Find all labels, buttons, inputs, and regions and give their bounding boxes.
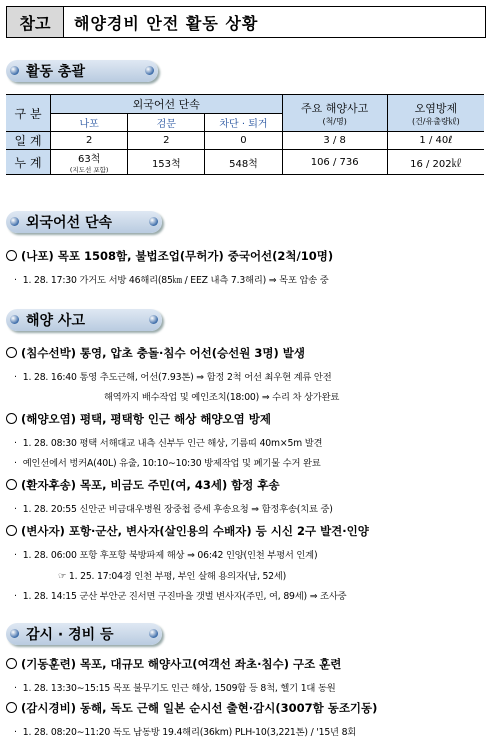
item-line (104, 389, 339, 403)
item-text: 1. 28. 08:20∼11:20 독도 남동방 19.4해리(36km) PLH-10(3,221톤) / '15년 8회 (22, 727, 357, 738)
circle-bullet-icon (6, 250, 17, 261)
table-cell: 2 (51, 132, 128, 150)
section-patrol (6, 623, 162, 645)
table-cell (51, 150, 128, 175)
item-title: (해양오염) 평택, 평택항 인근 해상 해양오염 방제 (21, 412, 271, 426)
item-text: 1. 28. 17:30 가거도 서방 46해리(85㎞ / EEZ 내측 7.3해리) ⇒ 목포 압송 중 (22, 275, 329, 286)
item-text: 1. 28. 13:30∼15:15 목포 불무기도 인근 해상, 1509함 등 8척, 헬기 1대 동원 (22, 683, 336, 694)
group-pollution-unit: (건/유출량㎘) (411, 116, 460, 126)
bullet-ball-icon (10, 217, 19, 226)
section-accident (6, 309, 162, 331)
circle-bullet-icon (6, 413, 17, 424)
item-text: 1. 28. 06:00 포항 후포항 북방파제 해상 ⇒ 06:42 인양(인천 부평서 인계) (22, 550, 318, 561)
row-label: 일 계 (6, 132, 51, 150)
dot-icon: · (14, 591, 17, 602)
item-line (14, 272, 329, 286)
item-heading (6, 411, 271, 427)
item-title: (변사자) 포항·군산, 변사자(살인용의 수배자) 등 시신 2구 발견·인양 (21, 524, 369, 538)
cell-value: 63척 (77, 154, 101, 165)
section-foreign (6, 211, 162, 233)
bullet-ball-icon (145, 66, 154, 75)
item-line (14, 455, 321, 469)
section-summary (6, 60, 158, 82)
item-heading (6, 700, 377, 716)
item-text: ☞ 1. 25. 17:04경 인천 부평, 부인 살해 용의자(남, 52세) (58, 571, 287, 582)
section-summary-label: 활동 총괄 (26, 64, 85, 80)
table-cell: 548척 (205, 150, 282, 175)
item-heading (6, 523, 369, 539)
item-heading (6, 656, 341, 672)
dot-icon: · (14, 438, 17, 449)
item-text: 해역까지 배수작업 및 예인조치(18:00) ⇒ 수리 차 상가완료 (104, 392, 340, 403)
dot-icon: · (14, 683, 17, 694)
dot-icon: · (14, 372, 17, 383)
dot-icon: · (14, 504, 17, 515)
page-title: 해양경비 안전 활동 상황 (74, 13, 259, 33)
circle-bullet-icon (6, 658, 17, 669)
item-title: (기동훈련) 목포, 대규모 해양사고(여객선 좌초·침수) 구조 훈련 (21, 657, 342, 671)
sub-header: 나포 (51, 114, 128, 132)
bullet-ball-icon (10, 629, 19, 638)
item-title: (나포) 목포 1508함, 불법조업(무허가) 중국어선(2척/10명) (21, 249, 334, 263)
table-cell: 153척 (128, 150, 205, 175)
group-accident (282, 95, 387, 132)
sub-header: 차단 · 퇴거 (205, 114, 282, 132)
section-accident-label: 해양 사고 (26, 313, 85, 329)
table-cell: 1 / 40ℓ (387, 132, 484, 150)
table-cell: 2 (128, 132, 205, 150)
item-heading (6, 477, 280, 493)
group-foreign: 외국어선 단속 (51, 95, 282, 114)
item-line (14, 724, 356, 738)
circle-bullet-icon (6, 702, 17, 713)
item-title: (환자후송) 목포, 비금도 주민(여, 43세) 함정 후송 (21, 478, 280, 492)
item-line (58, 568, 286, 582)
table-cell: 0 (205, 132, 282, 150)
dot-icon: · (14, 550, 17, 561)
item-title: (감시경비) 동해, 독도 근해 일본 순시선 출현·감시(3007함 동조기동) (21, 701, 378, 715)
item-line (14, 501, 333, 515)
group-accident-unit: (척/명) (322, 116, 347, 126)
group-pollution-label: 오염방제 (414, 101, 458, 115)
cell-note: (지도선 포함) (69, 166, 109, 174)
item-heading (6, 248, 333, 264)
dot-icon: · (14, 275, 17, 286)
item-text: 예인선에서 벙커A(40L) 유출, 10:10∼10:30 방제작업 및 폐기물 수거 완료 (22, 458, 321, 469)
bullet-ball-icon (149, 217, 158, 226)
bullet-ball-icon (10, 66, 19, 75)
table-cell: 3 / 8 (282, 132, 387, 150)
row-label: 누 계 (6, 150, 51, 175)
summary-table (6, 94, 484, 175)
sub-header: 검문 (128, 114, 205, 132)
col-label: 구 분 (6, 95, 51, 132)
bullet-ball-icon (149, 315, 158, 324)
section-foreign-label: 외국어선 단속 (26, 215, 113, 231)
page-header (6, 6, 486, 38)
table-cell: 106 / 736 (282, 150, 387, 175)
item-line (14, 547, 317, 561)
circle-bullet-icon (6, 525, 17, 536)
header-tag: 참고 (7, 7, 64, 37)
table-cell: 16 / 202㎘ (387, 150, 484, 175)
item-text: 1. 28. 20:55 신안군 비금대우병원 장중첩 증세 후송요청 ⇒ 함정후송(치료 중) (22, 504, 333, 515)
circle-bullet-icon (6, 479, 17, 490)
item-heading (6, 345, 305, 361)
item-text: 1. 28. 16:40 통영 추도근해, 어선(7.93톤) ⇒ 함정 2척 어선 최우현 계류 안전 (22, 372, 332, 383)
item-line (14, 680, 336, 694)
item-text: 1. 28. 08:30 평택 서해대교 내측 신부두 인근 해상, 기름띠 40m×5m 발견 (22, 438, 323, 449)
bullet-ball-icon (149, 629, 158, 638)
item-line (14, 435, 322, 449)
group-pollution (387, 95, 484, 132)
dot-icon: · (14, 727, 17, 738)
bullet-ball-icon (10, 315, 19, 324)
item-title: (침수선박) 통영, 압초 충돌·침수 어선(승선원 3명) 발생 (21, 346, 305, 360)
group-accident-label: 주요 해양사고 (301, 101, 369, 115)
item-line (14, 588, 346, 602)
circle-bullet-icon (6, 347, 17, 358)
item-line (14, 369, 332, 383)
dot-icon: · (14, 458, 17, 469)
item-text: 1. 28. 14:15 군산 부안군 진서면 구진마을 갯벌 변사자(주민, 여, 89세) ⇒ 조사중 (22, 591, 347, 602)
section-patrol-label: 감시 · 경비 등 (26, 627, 114, 643)
